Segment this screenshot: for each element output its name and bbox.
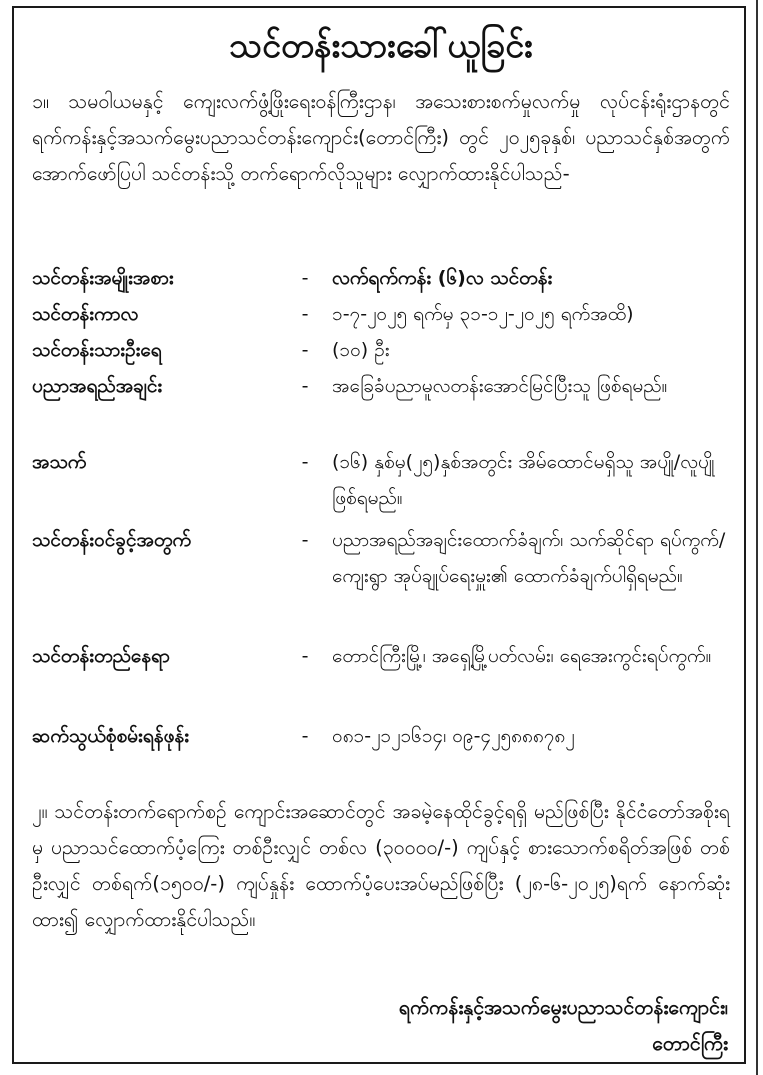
detail-label: သင်တန်းအမျိုးအစား <box>32 267 174 289</box>
detail-value: ၀၈၁-၂၁၂၁၆၁၄၊ ၀၉-၄၂၅၈၈၈၇၈၂ <box>332 725 575 747</box>
detail-dash: - <box>301 529 309 551</box>
detail-value: လက်ရက်ကန်း (၆)လ သင်တန်း <box>332 267 553 289</box>
detail-label: ပညာအရည်အချင်း <box>32 375 163 397</box>
notice-frame <box>12 6 746 1064</box>
detail-label: သင်တန်းဝင်ခွင့်အတွက် <box>32 529 192 551</box>
detail-dash: - <box>301 267 309 289</box>
detail-dash: - <box>301 339 309 361</box>
detail-label: အသက် <box>32 451 87 473</box>
benefits-paragraph: ၂။ သင်တန်းတက်ရောက်စဉ် ကျောင်းအဆောင်တွင် အခမဲ့နေထိုင်ခွင့်ရရှိ မည်ဖြစ်ပြီး နိုင်ငံတော်အစိုးရမှ ပညာသင်ထောက်ပံ့ကြေး တစ်ဦးလျှင် တစ်လ (၃၀၀၀၀/-) ကျပ်နှင့် စားသောက်စရိတ်အဖြစ် တစ်ဦးလျှင် တစ်ရက်(၁၅၀၀/-) ကျပ်နှုန်း ထောက်ပံ့ပေးအပ်မည်ဖြစ်ပြီး (၂၈-၆-၂၀၂၅)ရက် နောက်ဆုံးထား၍ လျှောက်ထားနိုင်ပါသည်။ <box>32 800 730 931</box>
signature-city: တောင်ကြီး <box>652 1032 728 1055</box>
detail-dash: - <box>301 725 309 747</box>
detail-dash: - <box>301 645 309 667</box>
detail-dash: - <box>301 303 309 325</box>
detail-value: အခြေခံပညာမူလတန်းအောင်မြင်ပြီးသူ ဖြစ်ရမည်။ <box>332 375 668 397</box>
detail-dash: - <box>301 451 309 473</box>
detail-value: တောင်ကြီးမြို့၊ အရှေ့မြို့ပတ်လမ်း၊ ရေအေးကွင်းရပ်ကွက်။ <box>332 645 712 667</box>
column-divider <box>756 0 758 1075</box>
detail-label: သင်တန်းတည်နေရာ <box>32 645 170 667</box>
detail-label: ဆက်သွယ်စုံစမ်းရန်ဖုန်း <box>32 725 190 747</box>
intro-paragraph: ၁။ သမဝါယမနှင့် ကျေးလက်ဖွံ့ဖြိုးရေးဝန်ကြီးဌာန၊ အသေးစားစက်မှုလက်မှု လုပ်ငန်းရုံးဌာနတွင် ရက်ကန်းနှင့်အသက်မွေးပညာသင်တန်းကျောင်း(တောင်ကြီး) တွင် ၂၀၂၅ခုနှစ်၊ ပညာသင်နှစ်အတွက် အောက်ဖော်ပြပါ သင်တန်းသို့ တက်ရောက်လိုသူများ လျှောက်ထားနိုင်ပါသည်- <box>32 90 730 185</box>
detail-value: (၁၀) ဦး <box>332 339 390 361</box>
detail-value: ပညာအရည်အချင်းထောက်ခံချက်၊ သက်ဆိုင်ရာ ရပ်ကွက်/ကျေးရွာ အုပ်ချုပ်ရေးမှူး၏ ထောက်ခံချက်ပါရှိရမည်။ <box>332 529 726 587</box>
signature-school: ရက်ကန်းနှင့်အသက်မွေးပညာသင်တန်းကျောင်း၊ <box>398 996 728 1019</box>
detail-label: သင်တန်းကာလ <box>32 303 139 325</box>
detail-dash: - <box>301 375 309 397</box>
detail-value: (၁၆) နှစ်မှ(၂၅)နှစ်အတွင်း အိမ်ထောင်မရှိသူ အပျို/လူပျိုဖြစ်ရမည်။ <box>332 451 715 509</box>
detail-value: ၁-၇-၂၀၂၅ ရက်မှ ၃၁-၁၂-၂၀၂၅ ရက်အထိ) <box>332 303 634 325</box>
detail-label: သင်တန်းသားဦးရေ <box>32 339 162 361</box>
notice-title: သင်တန်းသားခေါ်ယူခြင်း <box>229 26 533 66</box>
